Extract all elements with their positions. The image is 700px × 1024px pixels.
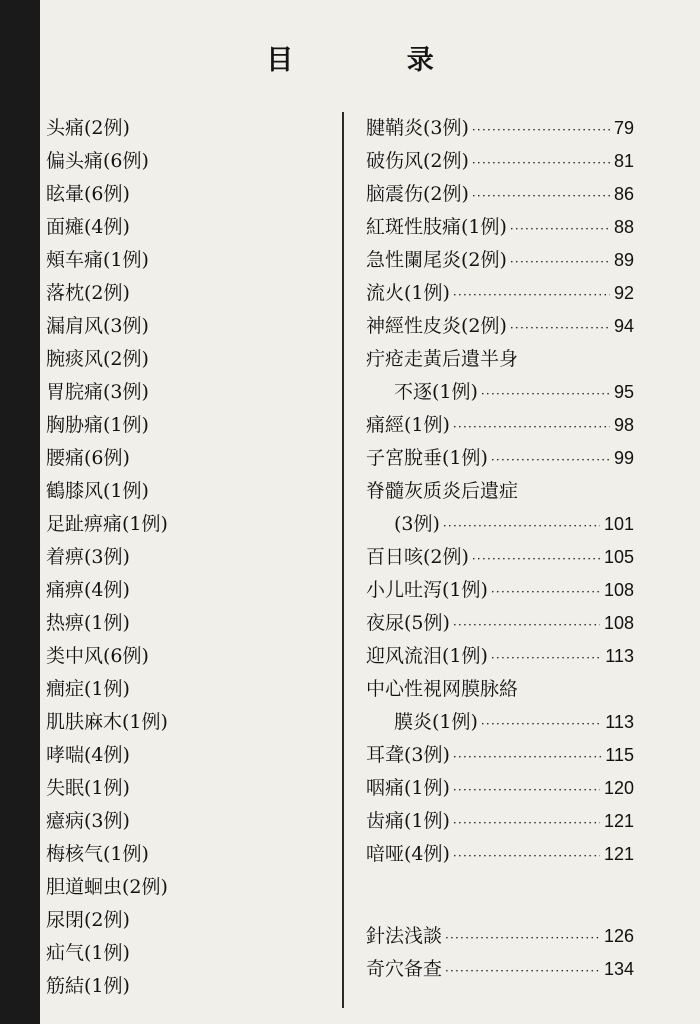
toc-entry-page-number: 115 [605, 745, 634, 765]
toc-entry-page-number: 86 [613, 184, 634, 204]
toc-entry-title: 落枕(2例) [46, 282, 130, 304]
toc-entry [46, 607, 314, 640]
toc-entry [46, 838, 314, 871]
toc-entry [46, 772, 314, 805]
toc-entry-title: 肌肤麻木(1例) [46, 711, 168, 733]
toc-entry [46, 112, 314, 145]
toc-entry-title: 着痹(3例) [46, 546, 130, 568]
toc-entry [366, 178, 634, 211]
toc-entry [366, 211, 634, 244]
dot-leader [443, 510, 600, 543]
toc-entry [366, 739, 634, 772]
toc-entry-title: 足趾痹痛(1例) [46, 513, 168, 535]
toc-entry-title: 奇穴备查 [366, 958, 443, 980]
toc-entry [46, 805, 314, 838]
toc-entry [366, 574, 634, 607]
toc-entry-title: 胃脘痛(3例) [46, 381, 149, 403]
dot-leader [491, 576, 600, 609]
toc-entry [46, 640, 314, 673]
toc-entry [46, 739, 314, 772]
dot-leader [491, 444, 610, 477]
toc-entry-title: 头痛(2例) [46, 117, 130, 139]
toc-entry-page-number: 108 [603, 613, 634, 633]
toc-entry-page-number: 108 [603, 580, 634, 600]
toc-entry [46, 508, 314, 541]
toc-entry-page-number: 113 [605, 712, 634, 732]
dot-leader [491, 642, 601, 675]
toc-entry-title: 腰痛(6例) [46, 447, 130, 469]
toc-entry [46, 904, 314, 937]
toc-entry-title: 眩暈(6例) [46, 183, 130, 205]
dot-leader [453, 840, 600, 873]
toc-entry [366, 953, 634, 986]
toc-entry-page-number: 105 [603, 547, 634, 567]
dot-leader [445, 922, 600, 955]
toc-entry [366, 244, 634, 277]
toc-entry-page-number: 121 [603, 811, 634, 831]
toc-entry-title: 急性闌尾炎(2例) [366, 249, 507, 271]
toc-entry-page-number: 113 [605, 646, 634, 666]
toc-entry [366, 772, 634, 805]
toc-entry-title: 百日咳(2例) [366, 546, 469, 568]
toc-entry [46, 211, 314, 244]
toc-entry-title: 紅斑性肢痛(1例) [366, 216, 507, 238]
toc-entry [46, 541, 314, 574]
toc-entry [366, 541, 634, 574]
toc-entry-title: 胆道蛔虫(2例) [46, 876, 168, 898]
toc-entry-title: 鶴膝风(1例) [46, 480, 149, 502]
toc-entry-title: 子宮脫垂(1例) [366, 447, 488, 469]
toc-entry-title: 頰车痛(1例) [46, 249, 149, 271]
toc-entry [46, 442, 314, 475]
toc-entry-title: 破伤风(2例) [366, 150, 469, 172]
dot-leader [510, 246, 610, 279]
toc-entry [46, 244, 314, 277]
toc-entry-title: 梅核气(1例) [46, 843, 149, 865]
toc-entry [46, 310, 314, 343]
toc-entry-title: 中心性視网膜脉絡 [366, 678, 519, 700]
toc-entry-page-number: 120 [603, 778, 634, 798]
toc-entry [366, 838, 634, 871]
toc-entry [366, 343, 634, 376]
toc-entry-title: 偏头痛(6例) [46, 150, 149, 172]
toc-entry-title: 热痹(1例) [46, 612, 130, 634]
dot-leader [510, 312, 610, 345]
dot-leader [453, 774, 600, 807]
toc-entry-page-number: 89 [613, 250, 634, 270]
dot-leader [445, 955, 600, 988]
toc-entry-title: 咽痛(1例) [366, 777, 450, 799]
toc-entry-title: 尿閉(2例) [46, 909, 130, 931]
toc-entry-title: 胸胁痛(1例) [46, 414, 149, 436]
dot-leader [453, 741, 601, 774]
toc-entry [46, 277, 314, 310]
dot-leader [481, 708, 601, 741]
toc-entry-title: 膜炎(1例) [394, 711, 478, 733]
dot-leader [472, 543, 600, 576]
dot-leader [472, 114, 610, 147]
toc-entry-title: 耳聋(3例) [366, 744, 450, 766]
toc-entry [366, 640, 634, 673]
toc-entry-title: 針法浅談 [366, 925, 443, 947]
toc-entry-title: 流火(1例) [366, 282, 450, 304]
toc-entry [46, 178, 314, 211]
dot-leader [510, 213, 610, 246]
dot-leader [481, 378, 610, 411]
toc-entry-title: 脊髓灰质炎后遺症 [366, 480, 519, 502]
toc-entry-title: 疝气(1例) [46, 942, 130, 964]
toc-entry [366, 475, 634, 508]
toc-entry-title: 失眠(1例) [46, 777, 130, 799]
toc-entry-title: 不逐(1例) [394, 381, 478, 403]
toc-entry [366, 145, 634, 178]
toc-entry [366, 310, 634, 343]
toc-entry [46, 343, 314, 376]
toc-entry-title: 小儿吐泻(1例) [366, 579, 488, 601]
page-title: 目 录 [266, 45, 486, 76]
toc-entry-title: 腕痰风(2例) [46, 348, 149, 370]
toc-entry [366, 112, 634, 145]
dot-leader [453, 279, 610, 312]
toc-entry [366, 673, 634, 706]
toc-entry [366, 805, 634, 838]
toc-entry-page-number: 79 [613, 118, 634, 138]
toc-entry [366, 607, 634, 640]
toc-entry-page-number: 95 [613, 382, 634, 402]
toc-entry-page-number: 88 [613, 217, 634, 237]
toc-entry [366, 442, 634, 475]
dot-leader [472, 147, 610, 180]
toc-entry [366, 920, 634, 953]
toc-entry-title: 齿痛(1例) [366, 810, 450, 832]
dot-leader [453, 411, 610, 444]
toc-entry-page-number: 92 [613, 283, 634, 303]
toc-entry-title: 喑哑(4例) [366, 843, 450, 865]
toc-entry [46, 706, 314, 739]
toc-entry-title: 脑震伤(2例) [366, 183, 469, 205]
toc-entry [46, 145, 314, 178]
toc-entry-page-number: 101 [603, 514, 634, 534]
toc-entry-page-number: 126 [603, 926, 634, 946]
toc-entry [366, 376, 634, 409]
dot-leader [472, 180, 610, 213]
toc-entry-title: 痛痹(4例) [46, 579, 130, 601]
toc-entry [46, 673, 314, 706]
toc-entry-title: (3例) [394, 513, 440, 535]
toc-entry [46, 574, 314, 607]
toc-entry [46, 409, 314, 442]
toc-entry-page-number: 121 [603, 844, 634, 864]
toc-entry-title: 夜尿(5例) [366, 612, 450, 634]
toc-entry-title: 哮喘(4例) [46, 744, 130, 766]
toc-entry-title: 面瘫(4例) [46, 216, 130, 238]
toc-entry-title: 疔疮走黃后遺半身 [366, 348, 519, 370]
toc-entry [366, 277, 634, 310]
toc-entry-title: 癔病(3例) [46, 810, 130, 832]
toc-entry-title: 类中风(6例) [46, 645, 149, 667]
toc-entry [46, 475, 314, 508]
toc-entry-title: 腱鞘炎(3例) [366, 117, 469, 139]
toc-entry-page-number: 81 [613, 151, 634, 171]
toc-entry-title: 痛經(1例) [366, 414, 450, 436]
column-divider [342, 112, 344, 1008]
toc-entry [46, 871, 314, 904]
toc-entry-title: 筋結(1例) [46, 975, 130, 997]
toc-entry [46, 937, 314, 970]
toc-entry-title: 癎症(1例) [46, 678, 130, 700]
toc-entry-page-number: 134 [603, 959, 634, 979]
toc-entry [366, 508, 634, 541]
toc-entry-page-number: 99 [613, 448, 634, 468]
toc-entry [46, 970, 314, 1003]
toc-entry-page-number: 94 [613, 316, 634, 336]
toc-entry-title: 神經性皮炎(2例) [366, 315, 507, 337]
toc-entry [366, 409, 634, 442]
dot-leader [453, 609, 600, 642]
dot-leader [453, 807, 600, 840]
toc-entry [366, 706, 634, 739]
toc-entry-title: 漏肩风(3例) [46, 315, 149, 337]
toc-entry [46, 376, 314, 409]
toc-entry-title: 迎风流泪(1例) [366, 645, 488, 667]
toc-entry-page-number: 98 [613, 415, 634, 435]
